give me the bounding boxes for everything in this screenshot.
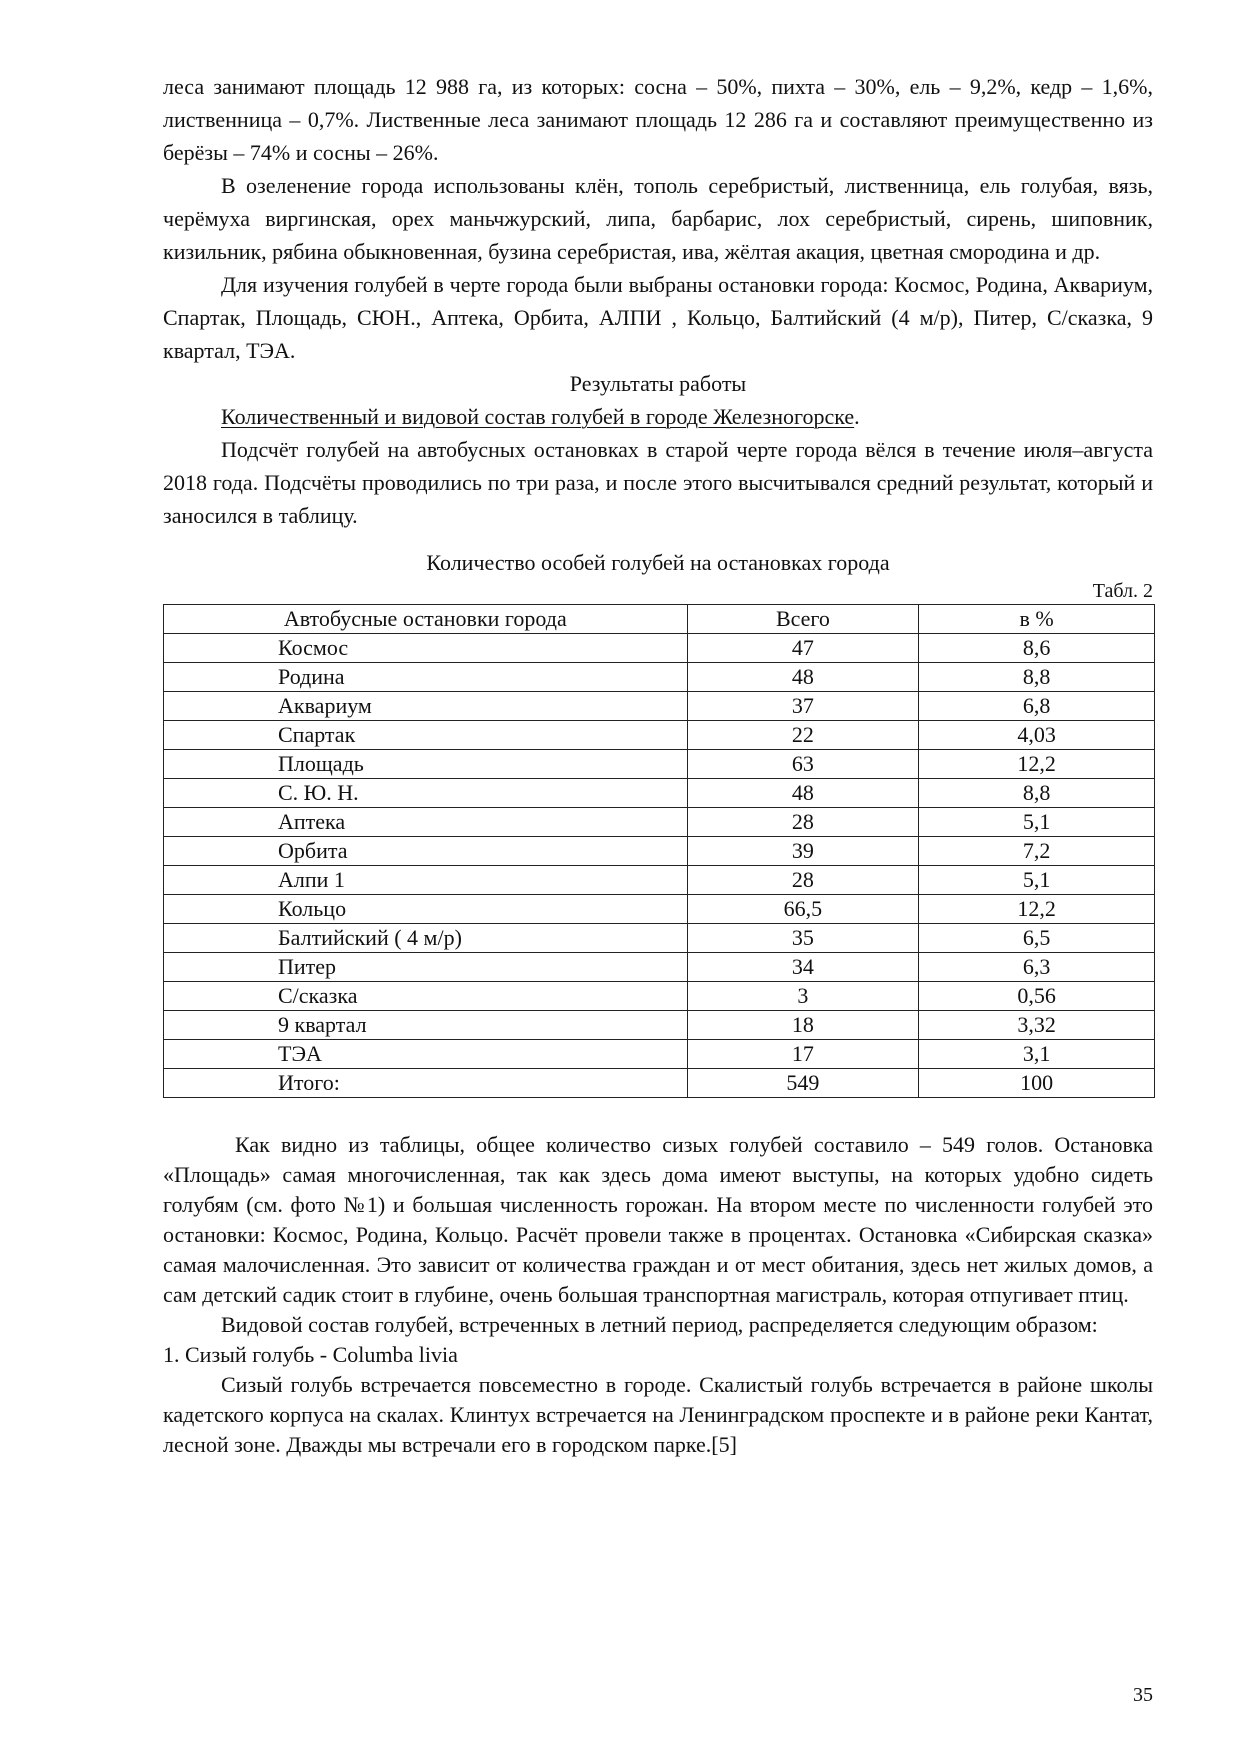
cell-stop: 9 квартал <box>164 1011 688 1040</box>
header-percent: в % <box>919 605 1155 634</box>
paragraph-greening: В озеленение города использованы клён, тополь серебристый, лиственница, ель голубая, вязь, черёмуха виргинская, орех маньчжурский, липа, барбарис, лох серебристый, сирень, шиповник, кизильник, рябина обыкновенная, бузина серебристая, ива, жёлтая акация, цветная смородина и др. <box>163 173 1153 264</box>
table-row <box>164 750 1155 779</box>
cell-total: 34 <box>687 953 919 982</box>
page-number: 35 <box>1133 1684 1153 1706</box>
table-label: Табл. 2 <box>1092 580 1153 602</box>
table-row <box>164 1069 1155 1098</box>
table-row <box>164 895 1155 924</box>
cell-percent: 100 <box>919 1069 1155 1098</box>
cell-total: 28 <box>687 808 919 837</box>
cell-stop: Спартак <box>164 721 688 750</box>
cell-total: 39 <box>687 837 919 866</box>
cell-total: 28 <box>687 866 919 895</box>
cell-stop: Питер <box>164 953 688 982</box>
subsection-heading <box>163 400 1153 433</box>
cell-percent: 12,2 <box>919 895 1155 924</box>
table-row <box>164 1040 1155 1069</box>
cell-total: 18 <box>687 1011 919 1040</box>
cell-stop: Космос <box>164 634 688 663</box>
cell-total: 549 <box>687 1069 919 1098</box>
cell-percent: 4,03 <box>919 721 1155 750</box>
cell-percent: 6,8 <box>919 692 1155 721</box>
cell-stop: Алпи 1 <box>164 866 688 895</box>
paragraph-count-method: Подсчёт голубей на автобусных остановках в старой черте города вёлся в течение июля–августа 2018 года. Подсчёты проводились по три раза, и после этого высчитывался средний результат, который и заносился в таблицу. <box>163 437 1153 528</box>
table-row <box>164 779 1155 808</box>
subsection-heading-text: Количественный и видовой состав голубей в городе Железногорске <box>221 404 855 429</box>
cell-total: 48 <box>687 663 919 692</box>
cell-total: 66,5 <box>687 895 919 924</box>
cell-total: 48 <box>687 779 919 808</box>
table-body <box>164 634 1155 1098</box>
cell-total: 47 <box>687 634 919 663</box>
table-row <box>164 982 1155 1011</box>
cell-percent: 3,32 <box>919 1011 1155 1040</box>
table-row <box>164 634 1155 663</box>
table-row <box>164 692 1155 721</box>
cell-percent: 6,5 <box>919 924 1155 953</box>
table-row <box>164 837 1155 866</box>
cell-stop: Аптека <box>164 808 688 837</box>
cell-stop: Площадь <box>164 750 688 779</box>
cell-total: 17 <box>687 1040 919 1069</box>
paragraph-stops: Для изучения голубей в черте города были выбраны остановки города: Космос, Родина, Аквариум, Спартак, Площадь, СЮН., Аптека, Орбита, АЛПИ , Кольцо, Балтийский (4 м/р), Питер, С/сказка, 9 квартал, ТЭА. <box>163 272 1153 363</box>
header-total: Всего <box>687 605 919 634</box>
table-row <box>164 1011 1155 1040</box>
cell-stop: С. Ю. Н. <box>164 779 688 808</box>
paragraph-rock-pigeon: Сизый голубь встречается повсеместно в городе. Скалистый голубь встречается в районе школы кадетского корпуса на скалах. Клинтух встречается на Ленинградском проспекте и в районе реки Кантат, лесной зоне. Дважды мы встречали его в городском парке.[5] <box>163 1372 1153 1457</box>
cell-percent: 8,8 <box>919 779 1155 808</box>
cell-total: 37 <box>687 692 919 721</box>
table-row <box>164 924 1155 953</box>
cell-stop: Балтийский ( 4 м/р) <box>164 924 688 953</box>
cell-stop: Итого: <box>164 1069 688 1098</box>
cell-stop: Аквариум <box>164 692 688 721</box>
pigeon-count-table <box>163 604 1155 1098</box>
cell-total: 3 <box>687 982 919 1011</box>
cell-percent: 5,1 <box>919 866 1155 895</box>
cell-stop: ТЭА <box>164 1040 688 1069</box>
cell-percent: 5,1 <box>919 808 1155 837</box>
cell-percent: 12,2 <box>919 750 1155 779</box>
cell-percent: 7,2 <box>919 837 1155 866</box>
cell-percent: 0,56 <box>919 982 1155 1011</box>
cell-percent: 8,8 <box>919 663 1155 692</box>
cell-total: 35 <box>687 924 919 953</box>
cell-percent: 8,6 <box>919 634 1155 663</box>
table-row <box>164 808 1155 837</box>
cell-stop: Орбита <box>164 837 688 866</box>
list-item-rock-pigeon: 1. Сизый голубь - Columba livia <box>163 1342 458 1367</box>
section-heading: Результаты работы <box>569 371 747 396</box>
cell-stop: Кольцо <box>164 895 688 924</box>
header-stops: Автобусные остановки города <box>164 605 688 634</box>
cell-stop: С/сказка <box>164 982 688 1011</box>
cell-total: 22 <box>687 721 919 750</box>
table-row <box>164 953 1155 982</box>
cell-percent: 3,1 <box>919 1040 1155 1069</box>
table-row <box>164 663 1155 692</box>
paragraph-species: Видовой состав голубей, встреченных в летний период, распределяется следующим образом: <box>221 1312 1098 1337</box>
document-page <box>163 70 1153 1460</box>
paragraph-forests: леса занимают площадь 12 988 га, из которых: сосна – 50%, пихта – 30%, ель – 9,2%, кедр – 1,6%, лиственница – 0,7%. Лиственные леса занимают площадь 12 286 га и составляют преимущественно из берёзы – 74% и сосны – 26%. <box>163 74 1153 165</box>
cell-total: 63 <box>687 750 919 779</box>
table-title: Количество особей голубей на остановках города <box>426 550 890 575</box>
table-row <box>164 866 1155 895</box>
subsection-heading-tail: . <box>854 404 860 429</box>
table-row <box>164 721 1155 750</box>
paragraph-analysis: Как видно из таблицы, общее количество сизых голубей составило – 549 голов. Остановка «Площадь» самая многочисленная, так как здесь дома имеют выступы, на которых удобно сидеть голубям (см. фото №1) и большая численность горожан. На втором месте по численности голубей это остановки: Космос, Родина, Кольцо. Расчёт провели также в процентах. Остановка «Сибирская сказка» самая малочисленная. Это зависит от количества граждан и от мест обитания, здесь нет жилых домов, а сам детский садик стоит в глубине, очень большая транспортная магистраль, которая отпугивает птиц. <box>163 1132 1153 1307</box>
cell-stop: Родина <box>164 663 688 692</box>
table-header-row <box>164 605 1155 634</box>
cell-percent: 6,3 <box>919 953 1155 982</box>
